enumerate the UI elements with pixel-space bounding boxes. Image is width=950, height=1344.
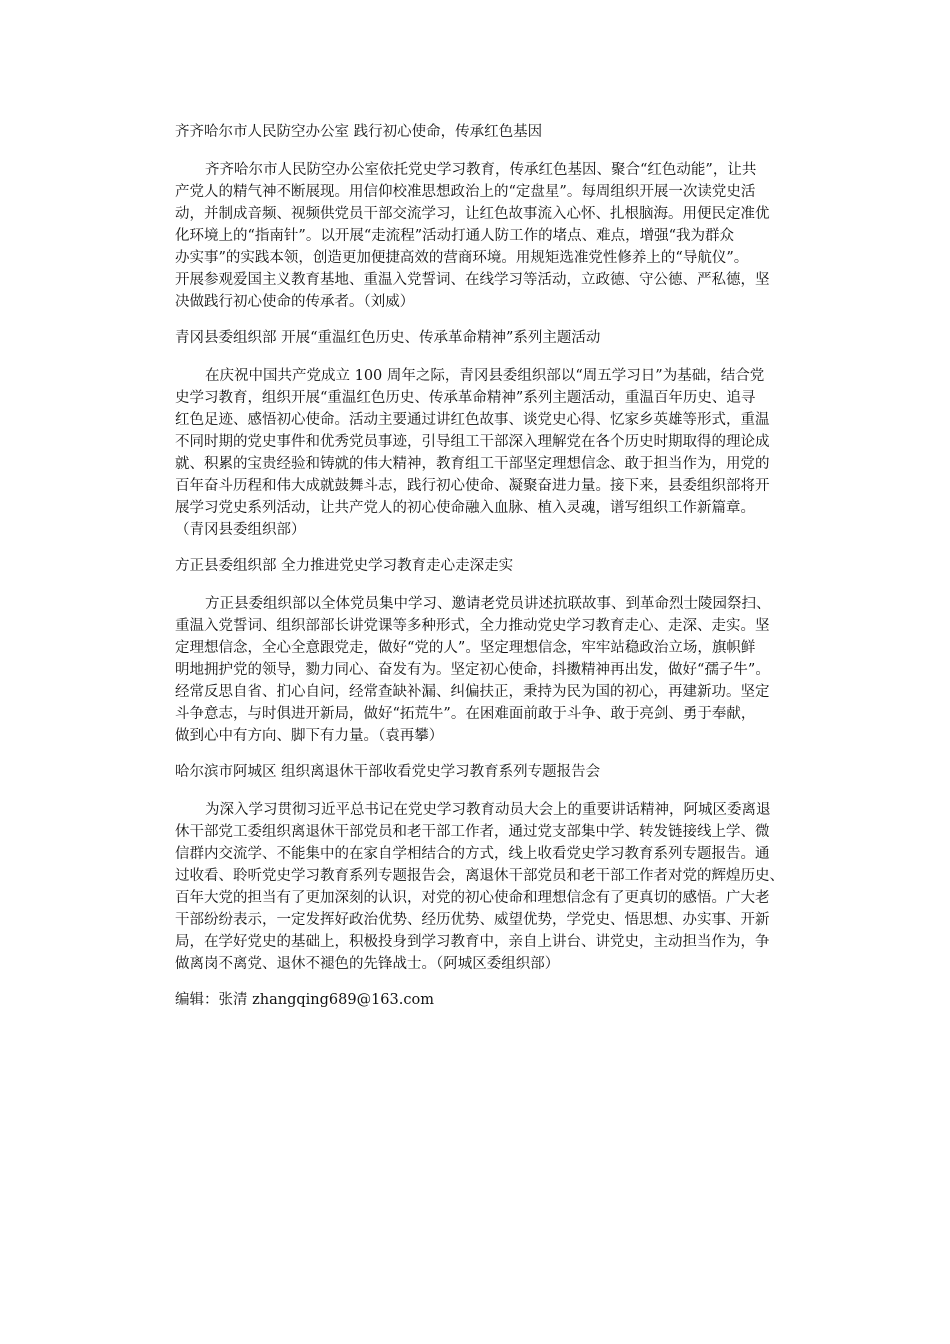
body-line: 产党人的精气神不断展现。用信仰校准思想政治上的“定盘星”。每周组织开展一次读党史活 (175, 184, 756, 200)
body-line: 办实事”的实践本领，创造更加便捷高效的营商环境。用规矩选准党性修养上的“导航仪”。 (175, 250, 749, 266)
article-title: 哈尔滨市阿城区 组织离退休干部收看党史学习教育系列专题报告会 (175, 764, 601, 780)
body-line: 经常反思自省、扪心自问，经常查缺补漏、纠偏扶正，秉持为民为国的初心，再建新功。坚定 (175, 684, 770, 700)
article-body (145, 799, 817, 975)
article-4 (145, 761, 817, 975)
article-body (145, 159, 817, 313)
body-line: 做到心中有方向、脚下有力量。（袁再攀） (175, 728, 444, 744)
body-line: 休干部党工委组织离退休干部党员和老干部工作者，通过党支部集中学、转发链接线上学、微 (175, 824, 770, 840)
body-line: 开展参观爱国主义教育基地、重温入党誓词、在线学习等活动，立政德、守公德、严私德，坚 (175, 272, 770, 288)
body-line: 不同时期的党史事件和优秀党员事迹，引导组工干部深入理解党在各个历史时期取得的理论成 (175, 434, 770, 450)
body-line: 动，并制成音频、视频供党员干部交流学习，让红色故事流入心怀、扎根脑海。用便民定准优 (175, 206, 770, 222)
article-title: 青冈县委组织部 开展“重温红色历史、传承革命精神”系列主题活动 (175, 330, 601, 346)
article-title: 方正县委组织部 全力推进党史学习教育走心走深走实 (175, 558, 514, 574)
body-line: 局，在学好党史的基础上，积极投身到学习教育中，亲自上讲台、讲党史，主动担当作为，争 (175, 934, 770, 950)
body-line: 化环境上的“指南针”。以开展“走流程”活动打通人防工作的堵点、难点，增强“我为群众 (175, 228, 735, 244)
body-line: 重温入党誓词、组织部部长讲党课等多种形式，全力推动党史学习教育走心、走深、走实。坚 (175, 618, 770, 634)
body-line: 为深入学习贯彻习近平总书记在党史学习教育动员大会上的重要讲话精神，阿城区委离退 (205, 802, 771, 818)
body-line: 做离岗不离党、退休不褪色的先锋战士。（阿城区委组织部） (175, 956, 560, 972)
body-line: 展学习党史系列活动，让共产党人的初心使命融入血脉、植入灵魂，谱写组织工作新篇章。 (175, 500, 755, 516)
article-body (145, 593, 817, 747)
body-line: 在庆祝中国共产党成立 100 周年之际，青冈县委组织部以“周五学习日”为基础，结合党 (205, 368, 765, 384)
body-line: 干部纷纷表示，一定发挥好政治优势、经历优势、威望优势，学党史、悟思想、办实事、开新 (175, 912, 770, 928)
body-line: 斗争意志，与时俱进开新局，做好“拓荒牛”。在困难面前敢于斗争、敢于亮剑、勇于奉献， (175, 706, 756, 722)
body-line: （青冈县委组织部） (175, 522, 306, 538)
body-line: 决做践行初心使命的传承者。（刘威） (175, 294, 415, 310)
body-line: 百年大党的担当有了更加深刻的认识，对党的初心使命和理想信念有了更真切的感悟。广大老 (175, 890, 770, 906)
body-line: 史学习教育，组织开展“重温红色历史、传承革命精神”系列主题活动，重温百年历史、追寻 (175, 390, 756, 406)
article-title: 齐齐哈尔市人民防空办公室 践行初心使命，传承红色基因 (175, 124, 543, 140)
body-line: 红色足迹、感悟初心使命。活动主要通过讲红色故事、谈党史心得、忆家乡英雄等形式，重温 (175, 412, 770, 428)
body-line: 信群内交流学、不能集中的在家自学相结合的方式，线上收看党史学习教育系列专题报告。通 (175, 846, 770, 862)
article-1 (145, 121, 817, 313)
body-line: 明地拥护党的领导，勠力同心、奋发有为。坚定初心使命，抖擞精神再出发，做好“孺子牛”。 (175, 662, 770, 678)
body-line: 就、积累的宝贵经验和铸就的伟大精神，教育组工干部坚定理想信念、敢于担当作为，用党的 (175, 456, 770, 472)
body-line: 百年奋斗历程和伟大成就鼓舞斗志，践行初心使命、凝聚奋进力量。接下来，县委组织部将开 (175, 478, 770, 494)
document-page (145, 121, 817, 1011)
body-line: 过收看、聆听党史学习教育系列专题报告会，离退休干部党员和老干部工作者对党的辉煌历史、 (175, 868, 784, 884)
body-line: 方正县委组织部以全体党员集中学习、邀请老党员讲述抗联故事、到革命烈士陵园祭扫、 (205, 596, 771, 612)
body-line: 齐齐哈尔市人民防空办公室依托党史学习教育，传承红色基因、聚合“红色动能”，让共 (205, 162, 757, 178)
article-3 (145, 555, 817, 747)
editor-credit: 编辑：张清 zhangqing689@163.com (175, 992, 434, 1008)
article-body (145, 365, 817, 541)
body-line: 定理想信念，全心全意跟党走，做好“党的人”。坚定理想信念，牢牢站稳政治立场，旗帜鲜 (175, 640, 756, 656)
article-2 (145, 327, 817, 541)
